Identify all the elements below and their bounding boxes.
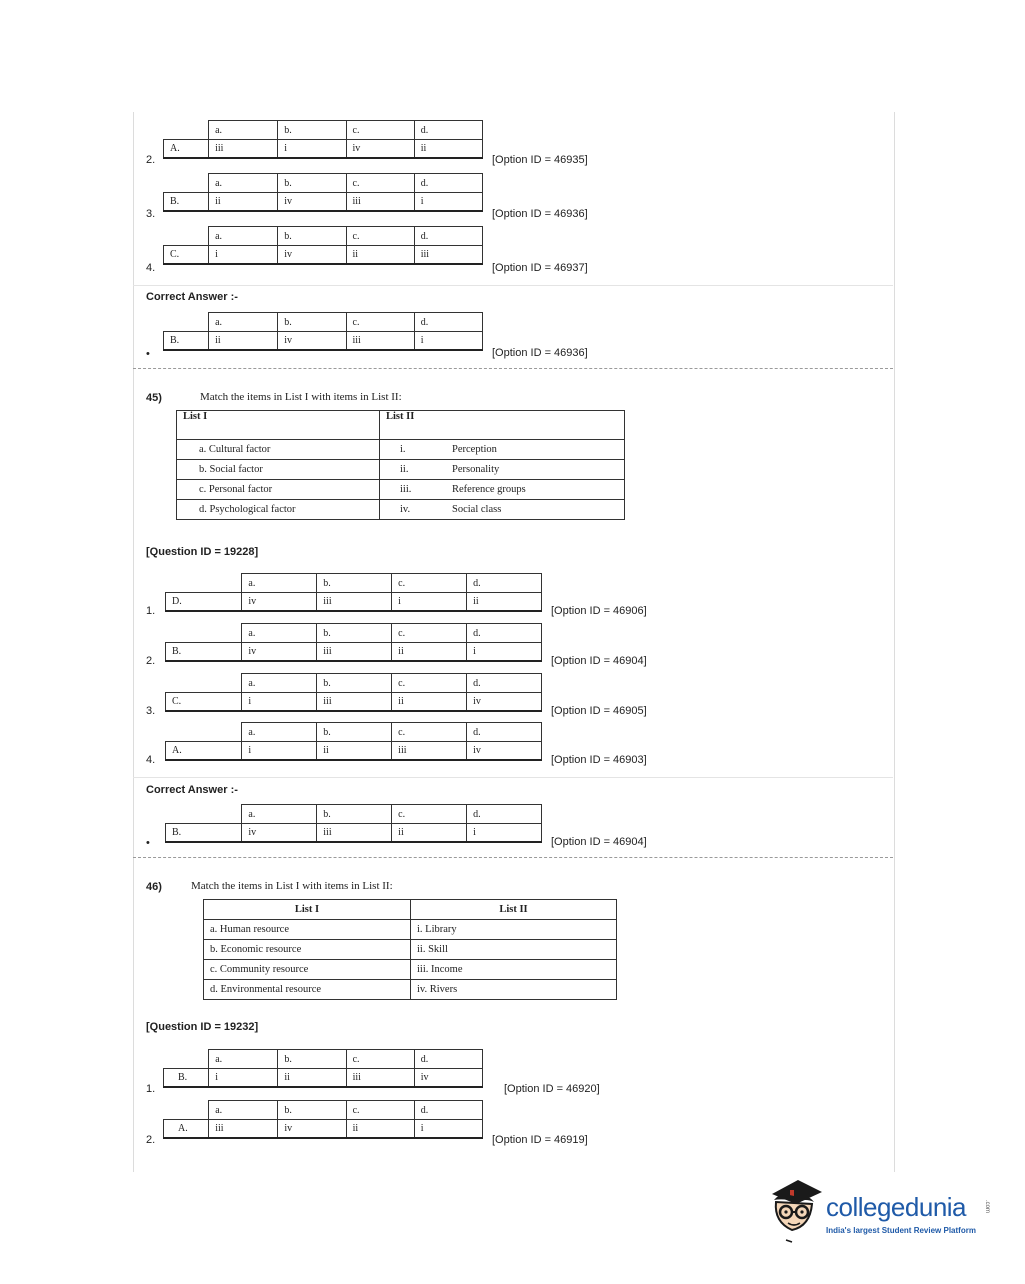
option-number: 2. bbox=[146, 154, 156, 166]
question-separator bbox=[133, 857, 893, 858]
logo-wordmark: collegedunia bbox=[826, 1192, 967, 1222]
question-id: [Question ID = 19228] bbox=[146, 546, 259, 558]
option-id: [Option ID = 46920] bbox=[504, 1083, 600, 1095]
question-text: Match the items in List I with items in List II: bbox=[200, 391, 402, 403]
option-number: 4. bbox=[146, 754, 156, 766]
bullet: • bbox=[146, 348, 150, 360]
option-table: a. b. c. d. A. i ii iii iv bbox=[165, 722, 542, 761]
logo-tagline: India's largest Student Review Platform bbox=[826, 1226, 976, 1235]
option-table: a. b. c. d. D. iv iii i ii bbox=[165, 573, 542, 612]
option-number: 2. bbox=[146, 655, 156, 667]
option-table: a. b. c. d. B. iv iii ii i bbox=[165, 804, 542, 843]
logo-suffix: .com bbox=[984, 1200, 990, 1214]
divider bbox=[133, 285, 893, 286]
option-table: a. b. c. d. A. iii i iv ii bbox=[163, 120, 483, 159]
option-number: 3. bbox=[146, 208, 156, 220]
bullet: • bbox=[146, 837, 150, 849]
option-table: a. b. c. d. B. ii iv iii i bbox=[163, 173, 483, 212]
option-number: 3. bbox=[146, 705, 156, 717]
student-mascot-icon bbox=[766, 1176, 824, 1244]
option-number: 1. bbox=[146, 605, 156, 617]
question-id: [Question ID = 19232] bbox=[146, 1021, 259, 1033]
option-table: a. b. c. d. C. i iv ii iii bbox=[163, 226, 483, 265]
question-text: Match the items in List I with items in List II: bbox=[191, 880, 393, 892]
option-table: a. b. c. d. B. iv iii ii i bbox=[165, 623, 542, 662]
option-id: [Option ID = 46936] bbox=[492, 208, 588, 220]
option-id: [Option ID = 46935] bbox=[492, 154, 588, 166]
option-id: [Option ID = 46904] bbox=[551, 655, 647, 667]
option-number: 1. bbox=[146, 1083, 156, 1095]
match-list-table: List I List II a. Cultural factor i. Perception b. Social factor ii. Personality c. Personal factor iii. Reference groups d. Psychological factor iv. Social class bbox=[176, 410, 625, 520]
option-id: [Option ID = 46919] bbox=[492, 1134, 588, 1146]
option-id: [Option ID = 46937] bbox=[492, 262, 588, 274]
match-list-table: List I List II a. Human resource i. Library b. Economic resource ii. Skill c. Community resource iii. Income d. Environmental resource iv. Rivers bbox=[203, 899, 617, 1000]
option-id: [Option ID = 46905] bbox=[551, 705, 647, 717]
question-number: 46) bbox=[146, 881, 162, 893]
option-table: a. b. c. d. C. i iii ii iv bbox=[165, 673, 542, 712]
correct-answer-label: Correct Answer :- bbox=[146, 784, 238, 796]
correct-answer-label: Correct Answer :- bbox=[146, 291, 238, 303]
collegedunia-logo[interactable] bbox=[766, 1176, 996, 1246]
option-table: a. b. c. d. B. ii iv iii i bbox=[163, 312, 483, 351]
option-id: [Option ID = 46903] bbox=[551, 754, 647, 766]
option-number: 2. bbox=[146, 1134, 156, 1146]
divider bbox=[133, 777, 893, 778]
option-number: 4. bbox=[146, 262, 156, 274]
option-id: [Option ID = 46904] bbox=[551, 836, 647, 848]
question-separator bbox=[133, 368, 893, 369]
question-number: 45) bbox=[146, 392, 162, 404]
option-id: [Option ID = 46936] bbox=[492, 347, 588, 359]
option-table: a. b. c. d. A. iii iv ii i bbox=[163, 1100, 483, 1139]
option-table: a. b. c. d. B. i ii iii iv bbox=[163, 1049, 483, 1088]
option-id: [Option ID = 46906] bbox=[551, 605, 647, 617]
